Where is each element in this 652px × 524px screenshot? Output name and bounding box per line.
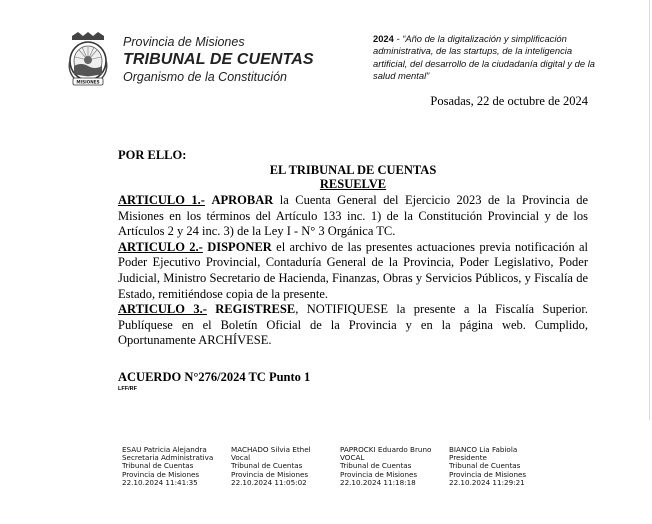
motto-text: - “Año de la digitalización y simplificación administrativa, de las startups, de la inteligencia artificial, del desarrollo de la ciudadanía digital y de la salud mental” bbox=[373, 33, 596, 82]
signer-org: Tribunal de Cuentas bbox=[449, 461, 521, 471]
signer-province: Provincia de Misiones bbox=[122, 469, 200, 479]
resolution-subheading: RESUELVE bbox=[319, 177, 387, 191]
signer-province: Provincia de Misiones bbox=[449, 469, 527, 479]
digital-signatures bbox=[122, 446, 558, 487]
resolution-heading: EL TRIBUNAL DE CUENTAS bbox=[269, 163, 437, 177]
signer-role: VOCAL bbox=[340, 453, 365, 463]
signer-name: BIANCO Lia Fabiola bbox=[449, 445, 518, 454]
signer-name: ESAU Patricia Alejandra bbox=[122, 445, 207, 454]
provincial-seal-icon bbox=[64, 30, 112, 90]
org-name: TRIBUNAL DE CUENTAS bbox=[123, 50, 314, 68]
signature-timestamp: 22.10.2024 11:05:02 bbox=[231, 477, 307, 487]
article-label: ARTICULO 2.- bbox=[118, 239, 203, 254]
signer-org: Tribunal de Cuentas bbox=[122, 461, 194, 471]
year-motto bbox=[373, 33, 601, 83]
signer-province: Provincia de Misiones bbox=[231, 469, 309, 479]
motto-year: 2024 bbox=[373, 33, 394, 44]
agreement-number: ACUERDO N°276/2024 TC Punto 1 bbox=[118, 370, 311, 384]
signer-role: Vocal bbox=[231, 453, 251, 463]
document-date: Posadas, 22 de octubre de 2024 bbox=[430, 94, 588, 108]
signature-timestamp: 22.10.2024 11:29:21 bbox=[449, 477, 525, 487]
signer-name: PAPROCKI Eduardo Bruno bbox=[340, 445, 432, 454]
article-text: el archivo de las presentes actuaciones previa notificación al Poder Ejecutivo Provincial, Contaduría General de la Provincia, Poder Legislativo, Poder Judicial, Ministro Secretario de Hacienda, Finanzas, Obras y Servicios Públicos, y Fiscalía de Estado, remitiéndose copia de la presente. bbox=[118, 239, 589, 301]
signature-block bbox=[122, 446, 231, 487]
signature-block bbox=[231, 446, 340, 487]
signer-role: Secretaria Administrativa bbox=[122, 453, 214, 463]
signer-org: Tribunal de Cuentas bbox=[340, 461, 412, 471]
signature-block bbox=[340, 446, 449, 487]
signature-block bbox=[449, 446, 558, 487]
org-province: Provincia de Misiones bbox=[123, 35, 245, 49]
article-text: , NOTIFIQUESE la presente a la Fiscalía Superior. Publíquese en el Boletín Oficial de la Provincia y en la página web. Cumplido, Oportunamente ARCHÍVESE. bbox=[118, 302, 588, 348]
article-label: ARTICULO 1.- bbox=[118, 193, 205, 207]
article-text: la Cuenta General del Ejercicio 2023 de la Provincia de Misiones en los términos del Artículo 133 inc. 1) de la Constitución Provincial y de los Artículos 2 y 24 inc. 3) de la Ley I - N° 3 Orgánica TC. bbox=[118, 193, 589, 239]
article-verb: REGISTRESE bbox=[215, 302, 296, 317]
por-ello: POR ELLO: bbox=[118, 148, 187, 162]
signature-timestamp: 22.10.2024 11:41:35 bbox=[122, 477, 198, 487]
article-3 bbox=[118, 302, 588, 349]
typist-initials: LFF/RF bbox=[118, 386, 137, 392]
signer-province: Provincia de Misiones bbox=[340, 469, 418, 479]
article-verb: DISPONER bbox=[207, 239, 272, 254]
org-subtitle: Organismo de la Constitución bbox=[123, 69, 287, 84]
signer-role: Presidente bbox=[449, 453, 487, 463]
signer-name: MACHADO Silvia Ethel bbox=[231, 445, 311, 454]
article-label: ARTICULO 3.- bbox=[118, 302, 207, 317]
article-2 bbox=[118, 240, 588, 302]
svg-text:MISIONES: MISIONES bbox=[76, 79, 100, 85]
page-edge-rule bbox=[649, 0, 650, 420]
signer-org: Tribunal de Cuentas bbox=[231, 461, 303, 471]
article-verb: APROBAR bbox=[211, 193, 274, 207]
signature-timestamp: 22.10.2024 11:18:18 bbox=[340, 477, 416, 487]
articles bbox=[118, 193, 588, 349]
article-1 bbox=[118, 193, 588, 240]
organization-block bbox=[123, 36, 314, 83]
